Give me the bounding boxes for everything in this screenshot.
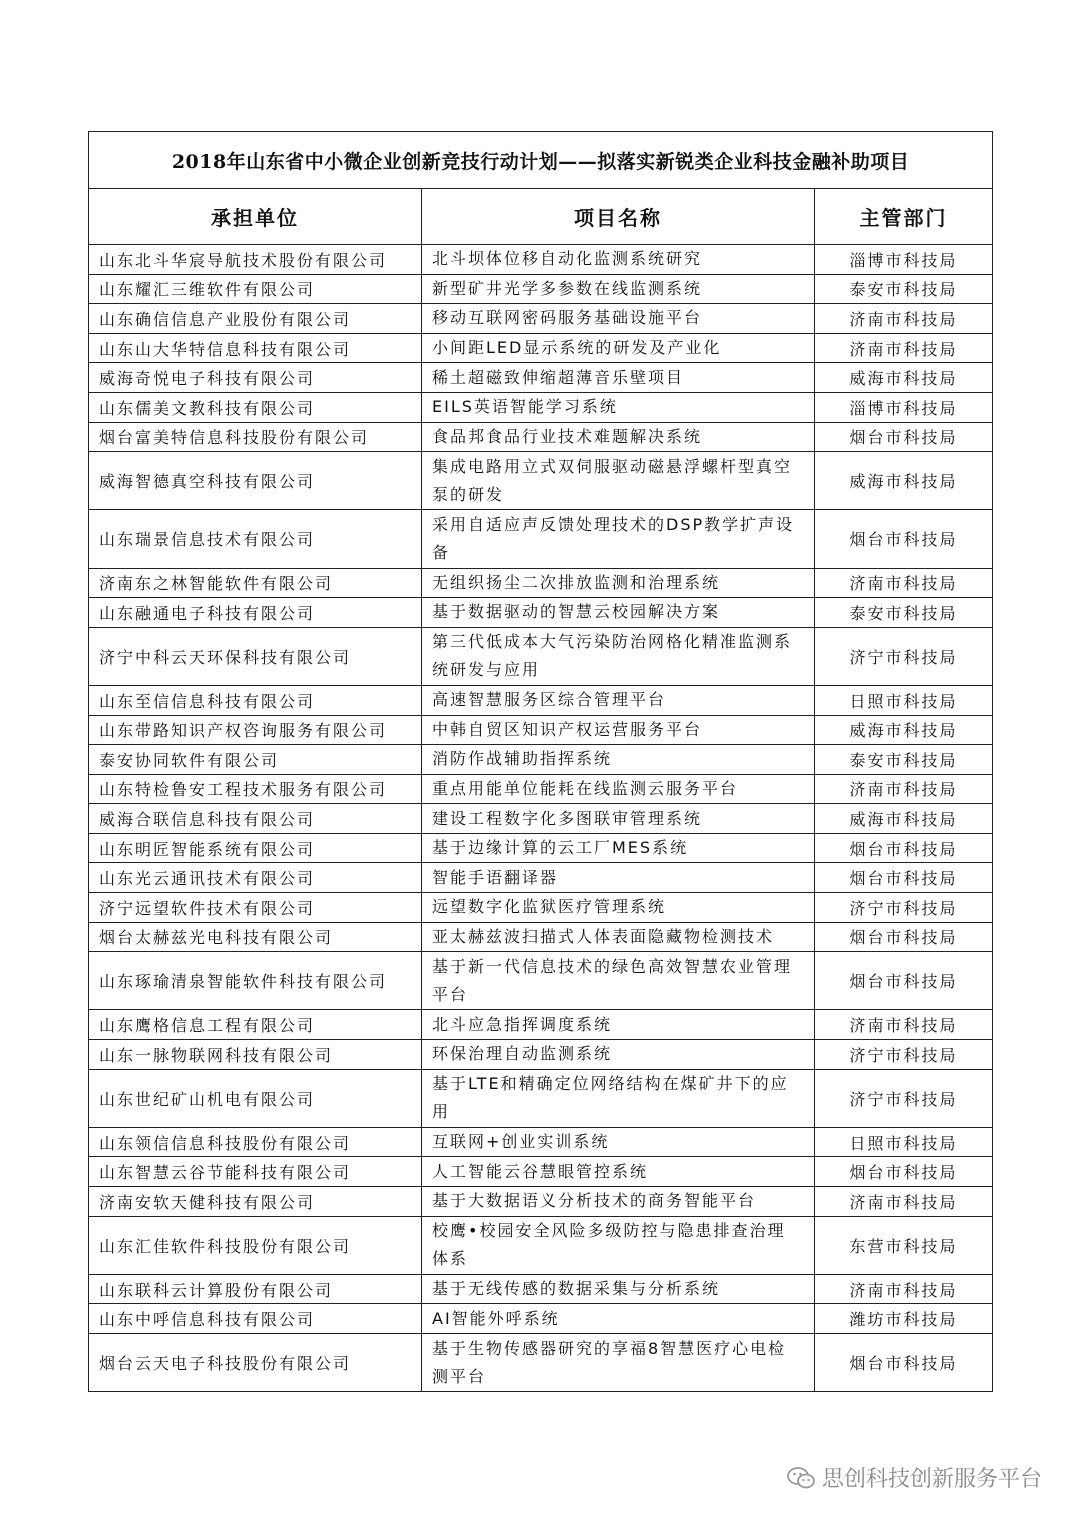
table-row xyxy=(89,1127,993,1157)
cell-dept: 潍坊市科技局 xyxy=(815,1304,993,1334)
cell-dept: 烟台市科技局 xyxy=(815,922,993,952)
table-row xyxy=(89,627,993,685)
cell-project: 北斗应急指挥调度系统 xyxy=(422,1010,815,1040)
cell-dept: 济南市科技局 xyxy=(815,1010,993,1040)
cell-project: 食品邦食品行业技术难题解决系统 xyxy=(422,422,815,452)
cell-dept: 威海市科技局 xyxy=(815,804,993,834)
cell-unit: 威海合联信息科技有限公司 xyxy=(89,804,422,834)
table-row xyxy=(89,715,993,745)
table-row xyxy=(89,804,993,834)
cell-project: AI智能外呼系统 xyxy=(422,1304,815,1334)
cell-dept: 烟台市科技局 xyxy=(815,1157,993,1187)
cell-unit: 山东耀汇三维软件有限公司 xyxy=(89,274,422,304)
table-row xyxy=(89,422,993,452)
table-row xyxy=(89,1187,993,1217)
cell-dept: 泰安市科技局 xyxy=(815,598,993,628)
table-row xyxy=(89,1069,993,1127)
table-row xyxy=(89,598,993,628)
header-project: 项目名称 xyxy=(422,189,815,245)
cell-unit: 济南东之林智能软件有限公司 xyxy=(89,568,422,598)
table-row xyxy=(89,1304,993,1334)
cell-unit: 山东一脉物联网科技有限公司 xyxy=(89,1040,422,1070)
cell-unit: 山东山大华特信息科技有限公司 xyxy=(89,333,422,363)
cell-unit: 山东确信信息产业股份有限公司 xyxy=(89,304,422,334)
cell-dept: 烟台市科技局 xyxy=(815,833,993,863)
cell-unit: 泰安协同软件有限公司 xyxy=(89,745,422,775)
cell-project: 北斗坝体位移自动化监测系统研究 xyxy=(422,245,815,275)
cell-dept: 烟台市科技局 xyxy=(815,863,993,893)
cell-unit: 山东领信信息科技股份有限公司 xyxy=(89,1127,422,1157)
cell-dept: 济南市科技局 xyxy=(815,774,993,804)
cell-project: 采用自适应声反馈处理技术的DSP教学扩声设备 xyxy=(422,510,815,568)
cell-dept: 济南市科技局 xyxy=(815,333,993,363)
cell-project: 中韩自贸区知识产权运营服务平台 xyxy=(422,715,815,745)
cell-project: 基于生物传感器研究的享福8智慧医疗心电检测平台 xyxy=(422,1333,815,1391)
cell-unit: 山东鹰格信息工程有限公司 xyxy=(89,1010,422,1040)
cell-dept: 济宁市科技局 xyxy=(815,1069,993,1127)
cell-dept: 威海市科技局 xyxy=(815,715,993,745)
cell-project: 基于新一代信息技术的绿色高效智慧农业管理平台 xyxy=(422,952,815,1010)
cell-dept: 淄博市科技局 xyxy=(815,245,993,275)
cell-dept: 济南市科技局 xyxy=(815,568,993,598)
cell-unit: 山东光云通讯技术有限公司 xyxy=(89,863,422,893)
cell-dept: 济宁市科技局 xyxy=(815,1040,993,1070)
cell-project: 第三代低成本大气污染防治网格化精准监测系统研发与应用 xyxy=(422,627,815,685)
table-row xyxy=(89,774,993,804)
table-row xyxy=(89,392,993,422)
cell-unit: 山东中呼信息科技有限公司 xyxy=(89,1304,422,1334)
cell-project: 基于大数据语义分析技术的商务智能平台 xyxy=(422,1187,815,1217)
cell-unit: 烟台太赫兹光电科技有限公司 xyxy=(89,922,422,952)
table-row xyxy=(89,745,993,775)
cell-dept: 日照市科技局 xyxy=(815,1127,993,1157)
table-row xyxy=(89,863,993,893)
cell-project: 基于LTE和精确定位网络结构在煤矿井下的应用 xyxy=(422,1069,815,1127)
cell-unit: 山东特检鲁安工程技术服务有限公司 xyxy=(89,774,422,804)
header-dept: 主管部门 xyxy=(815,189,993,245)
cell-dept: 济南市科技局 xyxy=(815,1187,993,1217)
cell-dept: 烟台市科技局 xyxy=(815,952,993,1010)
cell-unit: 山东联科云计算股份有限公司 xyxy=(89,1274,422,1304)
watermark-text: 思创科技创新服务平台 xyxy=(821,1467,1042,1492)
cell-dept: 济宁市科技局 xyxy=(815,627,993,685)
cell-project: 智能手语翻译器 xyxy=(422,863,815,893)
cell-unit: 山东汇佳软件科技股份有限公司 xyxy=(89,1216,422,1274)
table-row xyxy=(89,1274,993,1304)
cell-project: 移动互联网密码服务基础设施平台 xyxy=(422,304,815,334)
document-sheet xyxy=(88,131,992,1392)
cell-project: 重点用能单位能耗在线监测云服务平台 xyxy=(422,774,815,804)
cell-unit: 山东北斗华宸导航技术股份有限公司 xyxy=(89,245,422,275)
cell-project: 人工智能云谷慧眼管控系统 xyxy=(422,1157,815,1187)
table-row xyxy=(89,1333,993,1391)
wechat-icon xyxy=(786,1465,816,1491)
table-row xyxy=(89,1216,993,1274)
cell-project: 互联网+创业实训系统 xyxy=(422,1127,815,1157)
cell-project: 消防作战辅助指挥系统 xyxy=(422,745,815,775)
table-row xyxy=(89,952,993,1010)
cell-project: 小间距LED显示系统的研发及产业化 xyxy=(422,333,815,363)
cell-unit: 山东智慧云谷节能科技有限公司 xyxy=(89,1157,422,1187)
cell-project: 集成电路用立式双伺服驱动磁悬浮螺杆型真空泵的研发 xyxy=(422,452,815,510)
table-row xyxy=(89,333,993,363)
cell-project: 稀土超磁致伸缩超薄音乐壁项目 xyxy=(422,363,815,393)
table-row xyxy=(89,833,993,863)
cell-unit: 山东瑞景信息技术有限公司 xyxy=(89,510,422,568)
cell-unit: 山东世纪矿山机电有限公司 xyxy=(89,1069,422,1127)
table-row xyxy=(89,363,993,393)
cell-project: 高速智慧服务区综合管理平台 xyxy=(422,685,815,715)
project-table xyxy=(88,131,993,1392)
cell-project: 基于边缘计算的云工厂MES系统 xyxy=(422,833,815,863)
cell-dept: 济南市科技局 xyxy=(815,304,993,334)
cell-dept: 济南市科技局 xyxy=(815,1274,993,1304)
cell-project: 无组织扬尘二次排放监测和治理系统 xyxy=(422,568,815,598)
cell-unit: 山东琢瑜清泉智能软件科技有限公司 xyxy=(89,952,422,1010)
header-unit: 承担单位 xyxy=(89,189,422,245)
cell-unit: 济宁远望软件技术有限公司 xyxy=(89,893,422,923)
table-body xyxy=(89,245,993,1392)
cell-project: 基于无线传感的数据采集与分析系统 xyxy=(422,1274,815,1304)
cell-unit: 威海智德真空科技有限公司 xyxy=(89,452,422,510)
table-row xyxy=(89,304,993,334)
cell-project: 远望数字化监狱医疗管理系统 xyxy=(422,893,815,923)
cell-dept: 淄博市科技局 xyxy=(815,392,993,422)
cell-dept: 泰安市科技局 xyxy=(815,274,993,304)
table-row xyxy=(89,274,993,304)
cell-dept: 威海市科技局 xyxy=(815,452,993,510)
table-row xyxy=(89,568,993,598)
table-row xyxy=(89,685,993,715)
watermark xyxy=(786,1462,1042,1493)
cell-dept: 威海市科技局 xyxy=(815,363,993,393)
table-row xyxy=(89,245,993,275)
table-row xyxy=(89,1157,993,1187)
table-row xyxy=(89,893,993,923)
cell-dept: 济宁市科技局 xyxy=(815,893,993,923)
table-row xyxy=(89,1040,993,1070)
cell-unit: 威海奇悦电子科技有限公司 xyxy=(89,363,422,393)
cell-unit: 山东至信信息科技有限公司 xyxy=(89,685,422,715)
cell-dept: 泰安市科技局 xyxy=(815,745,993,775)
cell-project: 校鹰•校园安全风险多级防控与隐患排查治理体系 xyxy=(422,1216,815,1274)
cell-project: 基于数据驱动的智慧云校园解决方案 xyxy=(422,598,815,628)
cell-unit: 烟台云天电子科技股份有限公司 xyxy=(89,1333,422,1391)
cell-unit: 济南安软天健科技有限公司 xyxy=(89,1187,422,1217)
cell-unit: 山东明匠智能系统有限公司 xyxy=(89,833,422,863)
table-row xyxy=(89,452,993,510)
cell-project: 建设工程数字化多图联审管理系统 xyxy=(422,804,815,834)
cell-project: 亚太赫兹波扫描式人体表面隐藏物检测技术 xyxy=(422,922,815,952)
cell-dept: 烟台市科技局 xyxy=(815,422,993,452)
table-row xyxy=(89,510,993,568)
cell-project: EILS英语智能学习系统 xyxy=(422,392,815,422)
cell-unit: 山东儒美文教科技有限公司 xyxy=(89,392,422,422)
table-row xyxy=(89,1010,993,1040)
cell-unit: 山东带路知识产权咨询服务有限公司 xyxy=(89,715,422,745)
cell-unit: 山东融通电子科技有限公司 xyxy=(89,598,422,628)
table-row xyxy=(89,922,993,952)
cell-dept: 烟台市科技局 xyxy=(815,510,993,568)
cell-project: 环保治理自动监测系统 xyxy=(422,1040,815,1070)
cell-dept: 烟台市科技局 xyxy=(815,1333,993,1391)
table-title: 2018年山东省中小微企业创新竞技行动计划——拟落实新锐类企业科技金融补助项目 xyxy=(89,132,993,189)
cell-dept: 东营市科技局 xyxy=(815,1216,993,1274)
cell-dept: 日照市科技局 xyxy=(815,685,993,715)
cell-unit: 济宁中科云天环保科技有限公司 xyxy=(89,627,422,685)
cell-project: 新型矿井光学多参数在线监测系统 xyxy=(422,274,815,304)
cell-unit: 烟台富美特信息科技股份有限公司 xyxy=(89,422,422,452)
